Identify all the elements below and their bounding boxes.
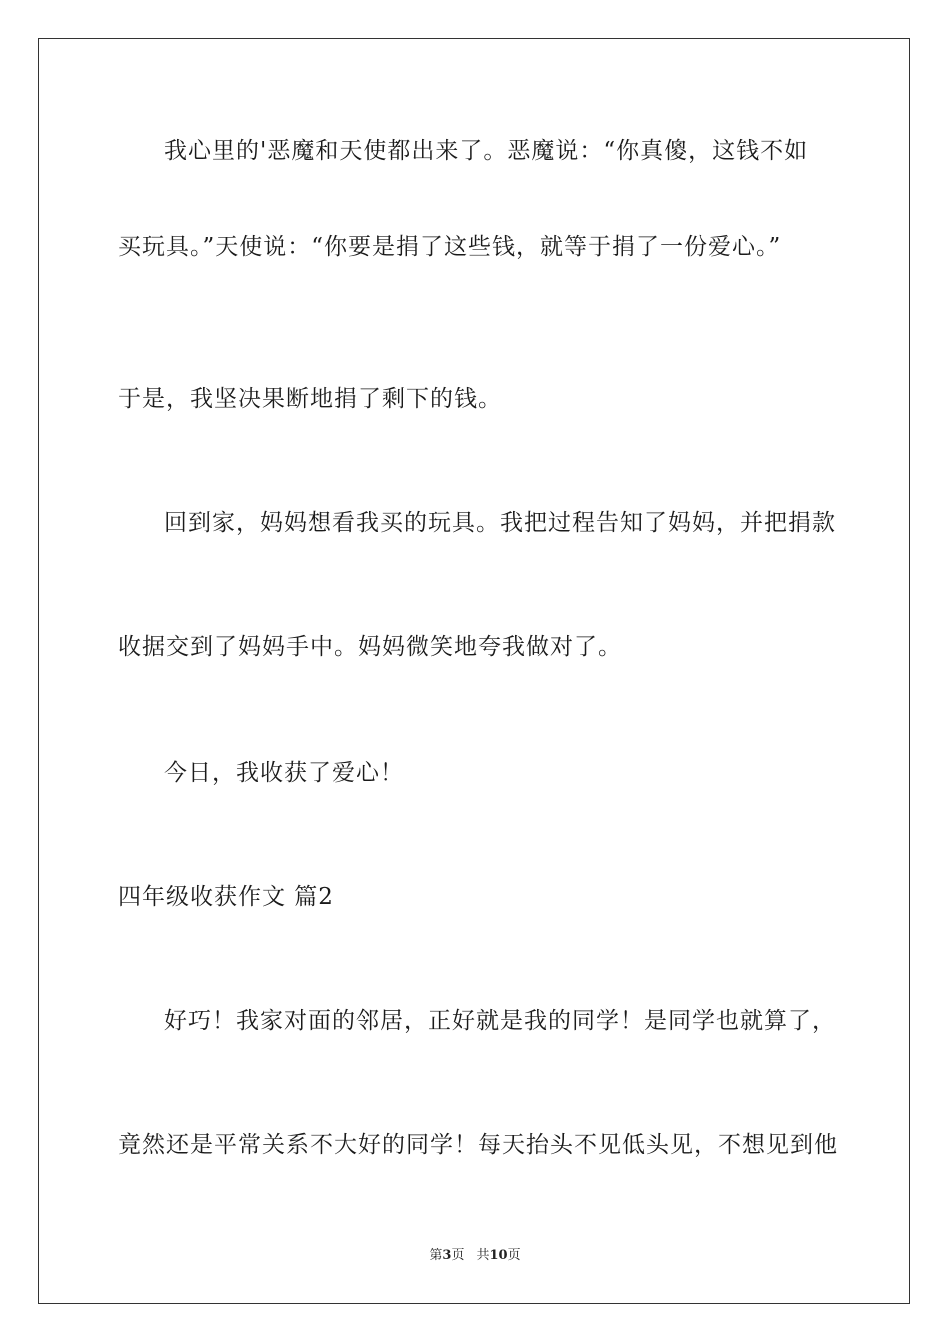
page-current: 3	[442, 1248, 452, 1263]
paragraph-line: 好巧！我家对面的邻居，正好就是我的同学！是同学也就算了，	[164, 1008, 836, 1034]
paragraph-line: 回到家，妈妈想看我买的玩具。我把过程告知了妈妈，并把捐款	[164, 510, 836, 536]
page-suffix: 页	[451, 1248, 465, 1263]
page-footer	[0, 1247, 950, 1265]
page-border	[38, 38, 910, 1304]
paragraph-line: 于是，我坚决果断地捐了剩下的钱。	[118, 386, 502, 412]
paragraph-line: 我心里的'恶魔和天使都出来了。恶魔说：“你真傻，这钱不如	[164, 138, 809, 164]
paragraph-line: 竟然还是平常关系不大好的同学！每天抬头不见低头见，不想见到他	[118, 1132, 838, 1158]
section-heading: 四年级收获作文 篇2	[118, 884, 334, 910]
page-prefix: 第	[429, 1248, 443, 1263]
paragraph-line: 收据交到了妈妈手中。妈妈微笑地夸我做对了。	[118, 634, 622, 660]
total-prefix: 共	[476, 1248, 490, 1263]
total-suffix: 页	[507, 1248, 521, 1263]
paragraph-line: 今日，我收获了爱心！	[164, 760, 404, 786]
page-total: 10	[489, 1248, 508, 1263]
paragraph-line: 买玩具。”天使说：“你要是捐了这些钱，就等于捐了一份爱心。”	[118, 234, 782, 260]
